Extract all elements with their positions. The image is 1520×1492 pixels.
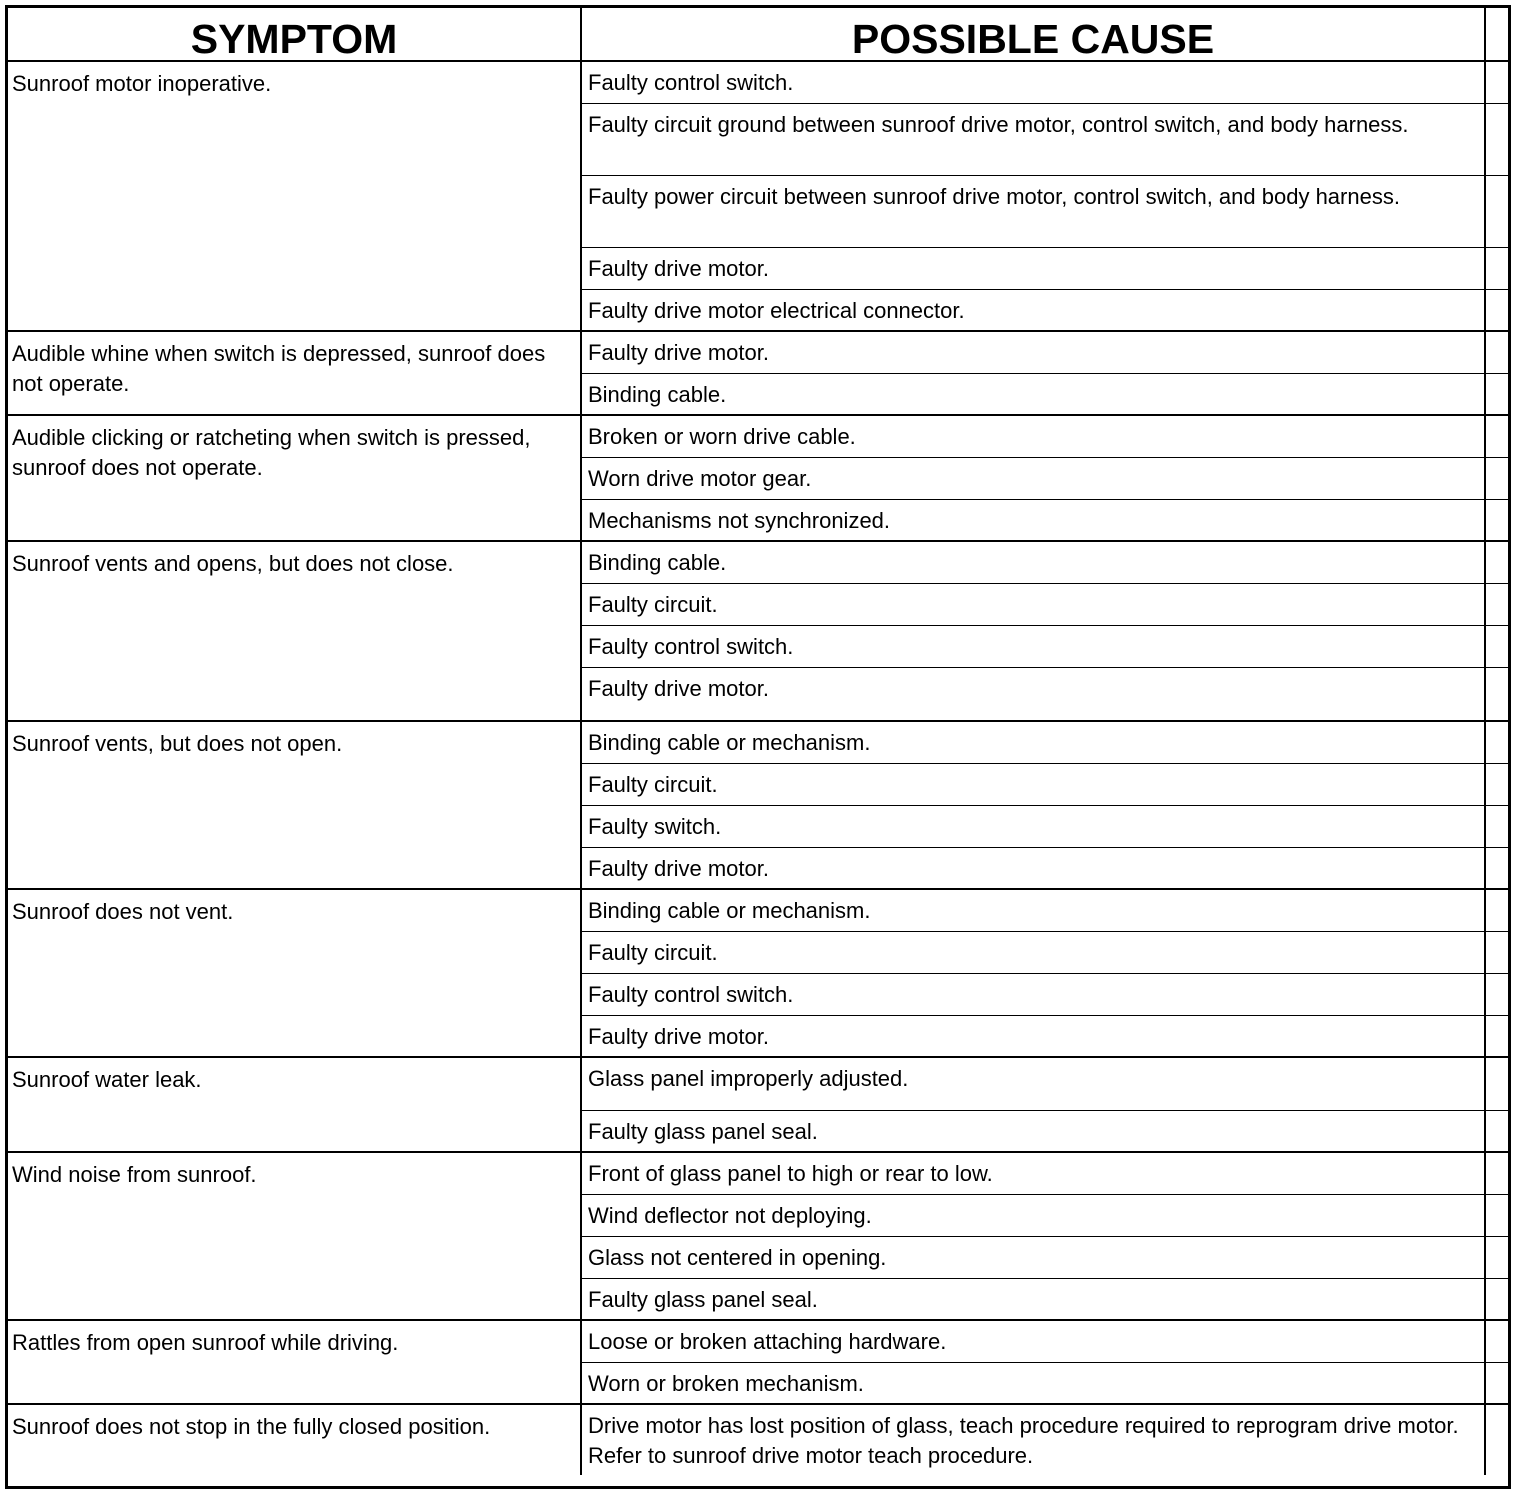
symptom-cell: Sunroof vents and opens, but does not close. <box>8 542 582 722</box>
symptom-cell: Sunroof water leak. <box>8 1058 582 1153</box>
marker-cell <box>1486 1195 1508 1237</box>
cause-cell: Broken or worn drive cable. <box>582 416 1486 458</box>
cause-cell: Faulty switch. <box>582 806 1486 848</box>
marker-cell <box>1486 458 1508 500</box>
cause-cell: Faulty circuit. <box>582 584 1486 626</box>
cause-cell: Binding cable or mechanism. <box>582 890 1486 932</box>
symptom-cell: Audible clicking or ratcheting when switch is pressed, sunroof does not operate. <box>8 416 582 542</box>
marker-cell <box>1486 290 1508 332</box>
marker-cell <box>1486 668 1508 722</box>
symptom-cell: Rattles from open sunroof while driving. <box>8 1321 582 1405</box>
marker-cell <box>1486 1363 1508 1405</box>
cause-cell: Faulty circuit ground between sunroof drive motor, control switch, and body harness. <box>582 104 1486 176</box>
marker-cell <box>1486 974 1508 1016</box>
cause-cell: Binding cable or mechanism. <box>582 722 1486 764</box>
symptom-cell: Audible whine when switch is depressed, sunroof does not operate. <box>8 332 582 416</box>
marker-cell <box>1486 890 1508 932</box>
cause-cell: Worn or broken mechanism. <box>582 1363 1486 1405</box>
cause-cell: Drive motor has lost position of glass, teach procedure required to reprogram drive motor. Refer to sunroof drive motor teach procedure. <box>582 1405 1486 1475</box>
troubleshooting-table <box>8 8 1508 1475</box>
marker-cell <box>1486 248 1508 290</box>
symptom-cell: Wind noise from sunroof. <box>8 1153 582 1321</box>
cause-cell: Glass not centered in opening. <box>582 1237 1486 1279</box>
marker-cell <box>1486 104 1508 176</box>
cause-cell: Faulty drive motor. <box>582 668 1486 722</box>
cause-cell: Faulty circuit. <box>582 932 1486 974</box>
cause-cell: Binding cable. <box>582 542 1486 584</box>
marker-cell <box>1486 806 1508 848</box>
marker-cell <box>1486 722 1508 764</box>
cause-cell: Faulty control switch. <box>582 974 1486 1016</box>
cause-cell: Faulty drive motor. <box>582 332 1486 374</box>
marker-cell <box>1486 848 1508 890</box>
cause-cell: Faulty glass panel seal. <box>582 1279 1486 1321</box>
marker-cell <box>1486 1016 1508 1058</box>
cause-cell: Glass panel improperly adjusted. <box>582 1058 1486 1111</box>
symptom-cell: Sunroof does not vent. <box>8 890 582 1058</box>
marker-cell <box>1486 626 1508 668</box>
header-marker-cell <box>1486 8 1508 62</box>
marker-cell <box>1486 584 1508 626</box>
marker-cell <box>1486 1058 1508 1111</box>
marker-cell <box>1486 1237 1508 1279</box>
symptom-header: SYMPTOM <box>8 8 582 62</box>
possible-cause-header: POSSIBLE CAUSE <box>582 8 1486 62</box>
marker-cell <box>1486 1279 1508 1321</box>
marker-cell <box>1486 764 1508 806</box>
cause-cell: Binding cable. <box>582 374 1486 416</box>
marker-cell <box>1486 932 1508 974</box>
marker-cell <box>1486 416 1508 458</box>
cause-cell: Faulty control switch. <box>582 626 1486 668</box>
cause-cell: Mechanisms not synchronized. <box>582 500 1486 542</box>
marker-cell <box>1486 332 1508 374</box>
cause-cell: Worn drive motor gear. <box>582 458 1486 500</box>
marker-cell <box>1486 176 1508 248</box>
cause-cell: Loose or broken attaching hardware. <box>582 1321 1486 1363</box>
marker-cell <box>1486 1321 1508 1363</box>
cause-cell: Faulty drive motor. <box>582 248 1486 290</box>
cause-cell: Faulty circuit. <box>582 764 1486 806</box>
cause-cell: Faulty drive motor. <box>582 848 1486 890</box>
cause-cell: Faulty glass panel seal. <box>582 1111 1486 1153</box>
marker-cell <box>1486 500 1508 542</box>
marker-cell <box>1486 62 1508 104</box>
symptom-cell: Sunroof does not stop in the fully closed position. <box>8 1405 582 1475</box>
cause-cell: Faulty power circuit between sunroof drive motor, control switch, and body harness. <box>582 176 1486 248</box>
cause-cell: Faulty drive motor electrical connector. <box>582 290 1486 332</box>
cause-cell: Faulty drive motor. <box>582 1016 1486 1058</box>
marker-cell <box>1486 1111 1508 1153</box>
cause-cell: Front of glass panel to high or rear to low. <box>582 1153 1486 1195</box>
symptom-cell: Sunroof motor inoperative. <box>8 62 582 332</box>
cause-cell: Wind deflector not deploying. <box>582 1195 1486 1237</box>
troubleshooting-table-frame <box>5 5 1511 1489</box>
marker-cell <box>1486 1405 1508 1475</box>
symptom-cell: Sunroof vents, but does not open. <box>8 722 582 890</box>
marker-cell <box>1486 374 1508 416</box>
marker-cell <box>1486 542 1508 584</box>
cause-cell: Faulty control switch. <box>582 62 1486 104</box>
marker-cell <box>1486 1153 1508 1195</box>
